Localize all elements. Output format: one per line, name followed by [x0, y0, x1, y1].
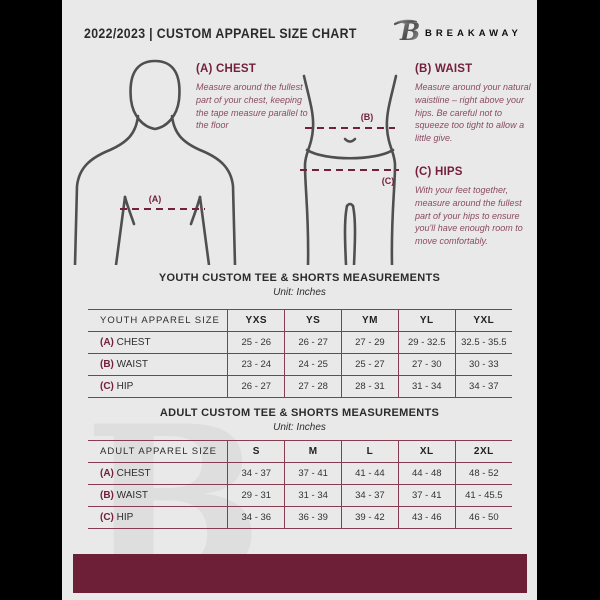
cell: 34 - 37: [342, 485, 399, 507]
table-row: [88, 332, 512, 354]
brand-block: [394, 16, 522, 51]
table-row: [88, 485, 512, 507]
row-name: CHEST: [116, 468, 151, 479]
hips-measure-label: (C): [381, 176, 395, 186]
hips-heading: (C) HIPS: [415, 166, 463, 178]
footer-accent-bar: [73, 554, 527, 593]
chest-body: Measure around the fullest part of your chest, keeping the tape measure parallel to the floor: [196, 82, 308, 131]
cell: 26 - 27: [285, 332, 342, 354]
youth-table-unit: Unit: Inches: [273, 287, 326, 298]
waist-measure-label: (B): [360, 112, 374, 122]
cell: 24 - 25: [285, 354, 342, 376]
youth-size-header: YOUTH APPAREL SIZE: [88, 310, 228, 332]
size-col: YXS: [228, 310, 285, 332]
cell: 27 - 28: [285, 376, 342, 398]
cell: 30 - 33: [455, 354, 512, 376]
cell: 23 - 24: [228, 354, 285, 376]
cell: 27 - 29: [342, 332, 399, 354]
row-label: [88, 354, 228, 376]
row-name: WAIST: [116, 490, 148, 501]
row-label: [88, 463, 228, 485]
cell: 43 - 46: [398, 507, 455, 529]
row-key: (A): [100, 337, 114, 348]
row-key: (A): [100, 468, 114, 479]
adult-size-header: ADULT APPAREL SIZE: [88, 441, 228, 463]
cell: 31 - 34: [398, 376, 455, 398]
row-key: (C): [100, 512, 114, 523]
cell: 46 - 50: [455, 507, 512, 529]
cell: 25 - 27: [342, 354, 399, 376]
waist-body: Measure around your natural waistline – right above your hips. Be careful not to squeeze too tight to allow a little give.: [415, 82, 531, 144]
cell: 37 - 41: [285, 463, 342, 485]
row-key: (B): [100, 359, 114, 370]
adult-table-unit: Unit: Inches: [273, 422, 326, 433]
cell: 31 - 34: [285, 485, 342, 507]
cell: 28 - 31: [342, 376, 399, 398]
adult-table-title: ADULT CUSTOM TEE & SHORTS MEASUREMENTS: [159, 407, 440, 419]
breakaway-b-logo-icon: [394, 16, 420, 51]
cell: 25 - 26: [228, 332, 285, 354]
row-name: HIP: [116, 381, 134, 392]
cell: 26 - 27: [228, 376, 285, 398]
cell: 29 - 32.5: [398, 332, 455, 354]
cell: 34 - 37: [455, 376, 512, 398]
hips-instructions: [415, 166, 533, 248]
youth-table-title: YOUTH CUSTOM TEE & SHORTS MEASUREMENTS: [158, 272, 441, 284]
cell: 27 - 30: [398, 354, 455, 376]
table-row: [88, 507, 512, 529]
size-col: XL: [398, 441, 455, 463]
cell: 34 - 36: [228, 507, 285, 529]
chest-measure-label: (A): [148, 194, 162, 204]
youth-header-row: [88, 310, 512, 332]
brand-name: BREAKAWAY: [424, 27, 522, 39]
cell: 41 - 44: [342, 463, 399, 485]
row-name: WAIST: [116, 359, 148, 370]
row-label: [88, 376, 228, 398]
chest-heading: (A) CHEST: [196, 63, 256, 75]
size-chart-page: [62, 0, 537, 600]
cell: 37 - 41: [398, 485, 455, 507]
size-col: 2XL: [455, 441, 512, 463]
row-label: [88, 507, 228, 529]
cell: 48 - 52: [455, 463, 512, 485]
cell: 44 - 48: [398, 463, 455, 485]
row-name: HIP: [116, 512, 134, 523]
cell: 39 - 42: [342, 507, 399, 529]
cell: 36 - 39: [285, 507, 342, 529]
size-col: M: [285, 441, 342, 463]
row-key: (C): [100, 381, 114, 392]
page-title: 2022/2023 | CUSTOM APPAREL SIZE CHART: [84, 25, 357, 41]
row-key: (B): [100, 490, 114, 501]
chest-instructions: [196, 63, 314, 132]
row-name: CHEST: [116, 337, 151, 348]
size-col: YL: [398, 310, 455, 332]
table-row: [88, 354, 512, 376]
waist-instructions: [415, 63, 533, 145]
page-header: [84, 16, 521, 50]
row-label: [88, 332, 228, 354]
svg-text:B: B: [399, 16, 420, 46]
size-col: YM: [342, 310, 399, 332]
size-col: L: [342, 441, 399, 463]
table-row: [88, 463, 512, 485]
youth-size-table: [88, 309, 512, 398]
hips-body: With your feet together, measure around the fullest part of your hips to ensure you'll have enough room to move comfortably.: [415, 185, 523, 247]
adult-size-table: [88, 440, 512, 529]
size-col: YXL: [455, 310, 512, 332]
cell: 41 - 45.5: [455, 485, 512, 507]
row-label: [88, 485, 228, 507]
cell: 29 - 31: [228, 485, 285, 507]
adult-header-row: [88, 441, 512, 463]
size-col: YS: [285, 310, 342, 332]
waist-heading: (B) WAIST: [415, 63, 473, 75]
cell: 34 - 37: [228, 463, 285, 485]
cell: 32.5 - 35.5: [455, 332, 512, 354]
table-row: [88, 376, 512, 398]
size-col: S: [228, 441, 285, 463]
